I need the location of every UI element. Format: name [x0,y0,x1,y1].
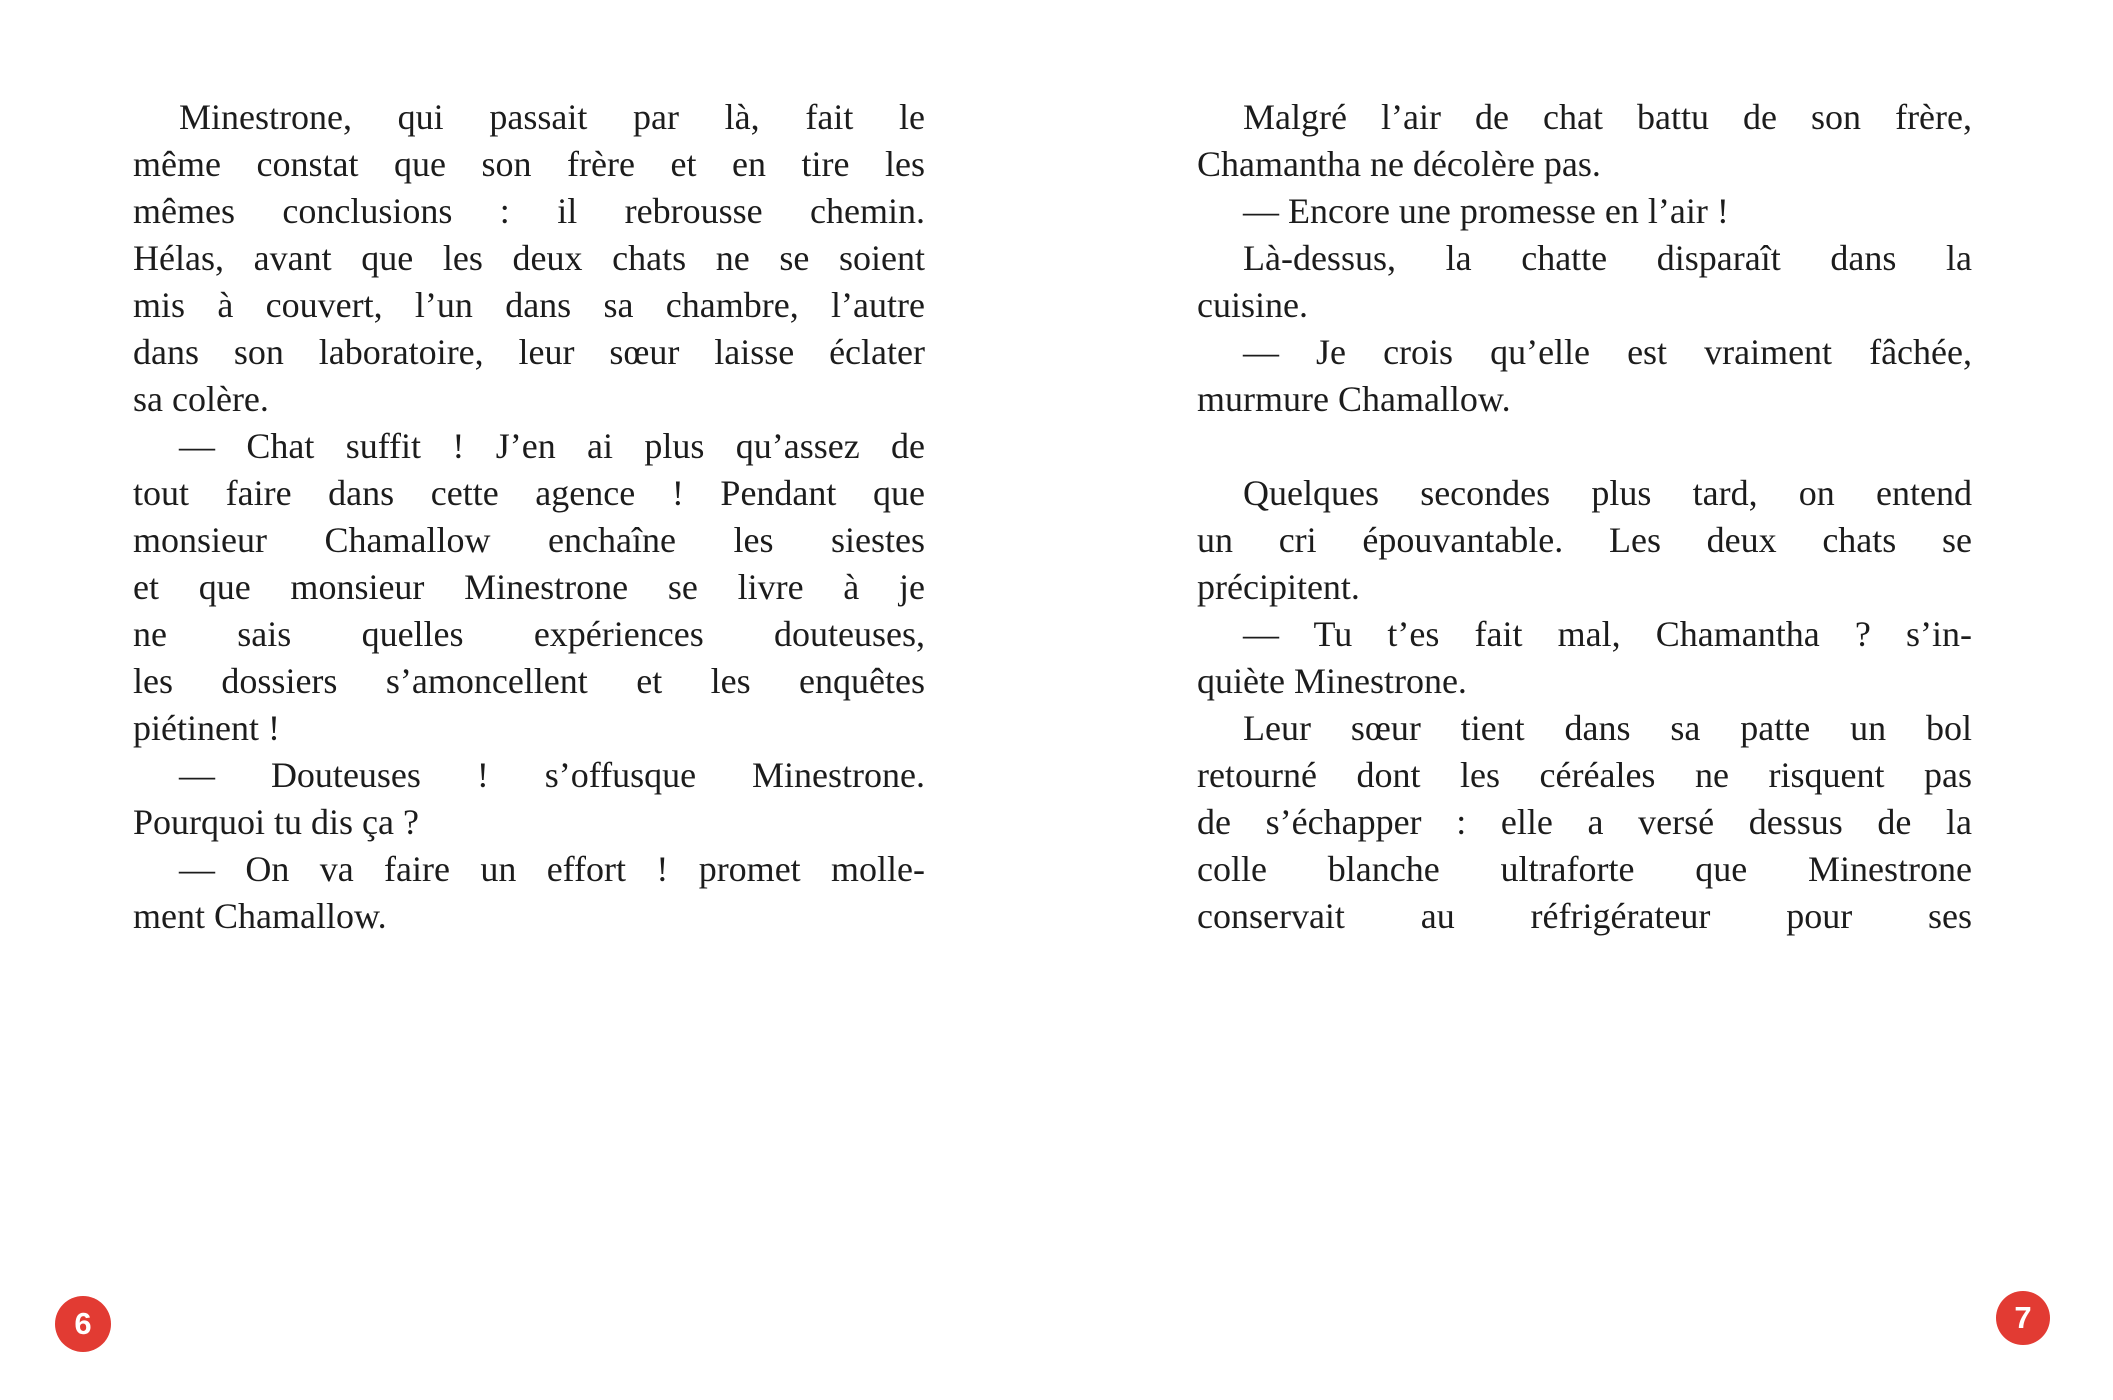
text-line: Chamantha ne décolère pas. [1197,144,1601,184]
text-line: quiète Minestrone. [1197,661,1467,701]
paragraph [1197,235,1972,329]
text-line: monsieur Chamallow enchaîne les siestes [133,520,925,560]
page-number-left: 6 [74,1306,92,1341]
text-line: mis à couvert, l’un dans sa chambre, l’autre [133,285,925,325]
text-line: Pourquoi tu dis ça ? [133,802,419,842]
paragraph [1197,188,1972,235]
text-line: tout faire dans cette agence ! Pendant que [133,473,925,513]
text-line: Malgré l’air de chat battu de son frère, [1243,97,1972,137]
page-number-badge-left [55,1296,111,1352]
text-line: dans son laboratoire, leur sœur laisse éclater [133,332,925,372]
paragraph [133,423,925,752]
paragraph [1197,329,1972,423]
text-line: sa colère. [133,379,269,419]
paragraph [1197,705,1972,940]
text-line: Là-dessus, la chatte disparaît dans la [1243,238,1972,278]
page-number-badge-right [1996,1291,2050,1345]
text-line: cuisine. [1197,285,1308,325]
text-line: mêmes conclusions : il rebrousse chemin. [133,191,925,231]
text-line: — Encore une promesse en l’air ! [1243,191,1729,231]
text-line: retourné dont les céréales ne risquent pas [1197,755,1972,795]
text-line: conservait au réfrigérateur pour ses [1197,896,1972,936]
paragraph [1197,94,1972,188]
text-line: et que monsieur Minestrone se livre à je [133,567,925,607]
text-line: Minestrone, qui passait par là, fait le [179,97,925,137]
paragraph [1197,611,1972,705]
text-line: murmure Chamallow. [1197,379,1511,419]
text-line: colle blanche ultraforte que Minestrone [1197,849,1972,889]
text-line: Leur sœur tient dans sa patte un bol [1243,708,1972,748]
text-line: même constat que son frère et en tire les [133,144,925,184]
text-line: — Tu t’es fait mal, Chamantha ? s’in- [1243,614,1972,654]
left-page-text-column [133,94,925,940]
text-line: — Chat suffit ! J’en ai plus qu’assez de [179,426,925,466]
text-line: — Douteuses ! s’offusque Minestrone. [179,755,925,795]
text-line: piétinent ! [133,708,280,748]
text-line: Quelques secondes plus tard, on entend [1243,473,1972,513]
text-line: de s’échapper : elle a versé dessus de la [1197,802,1972,842]
text-line: les dossiers s’amoncellent et les enquêtes [133,661,925,701]
text-line: — On va faire un effort ! promet molle- [179,849,925,889]
page-number-right: 7 [2014,1300,2032,1335]
paragraph [133,752,925,846]
text-line: ment Chamallow. [133,896,387,936]
right-page-text-column [1197,94,1972,940]
text-line: ne sais quelles expériences douteuses, [133,614,925,654]
text-line: précipitent. [1197,567,1360,607]
text-line: — Je crois qu’elle est vraiment fâchée, [1243,332,1972,372]
paragraph [1197,470,1972,611]
text-line: Hélas, avant que les deux chats ne se soient [133,238,925,278]
text-line: un cri épouvantable. Les deux chats se [1197,520,1972,560]
paragraph [133,94,925,423]
paragraph [133,846,925,940]
